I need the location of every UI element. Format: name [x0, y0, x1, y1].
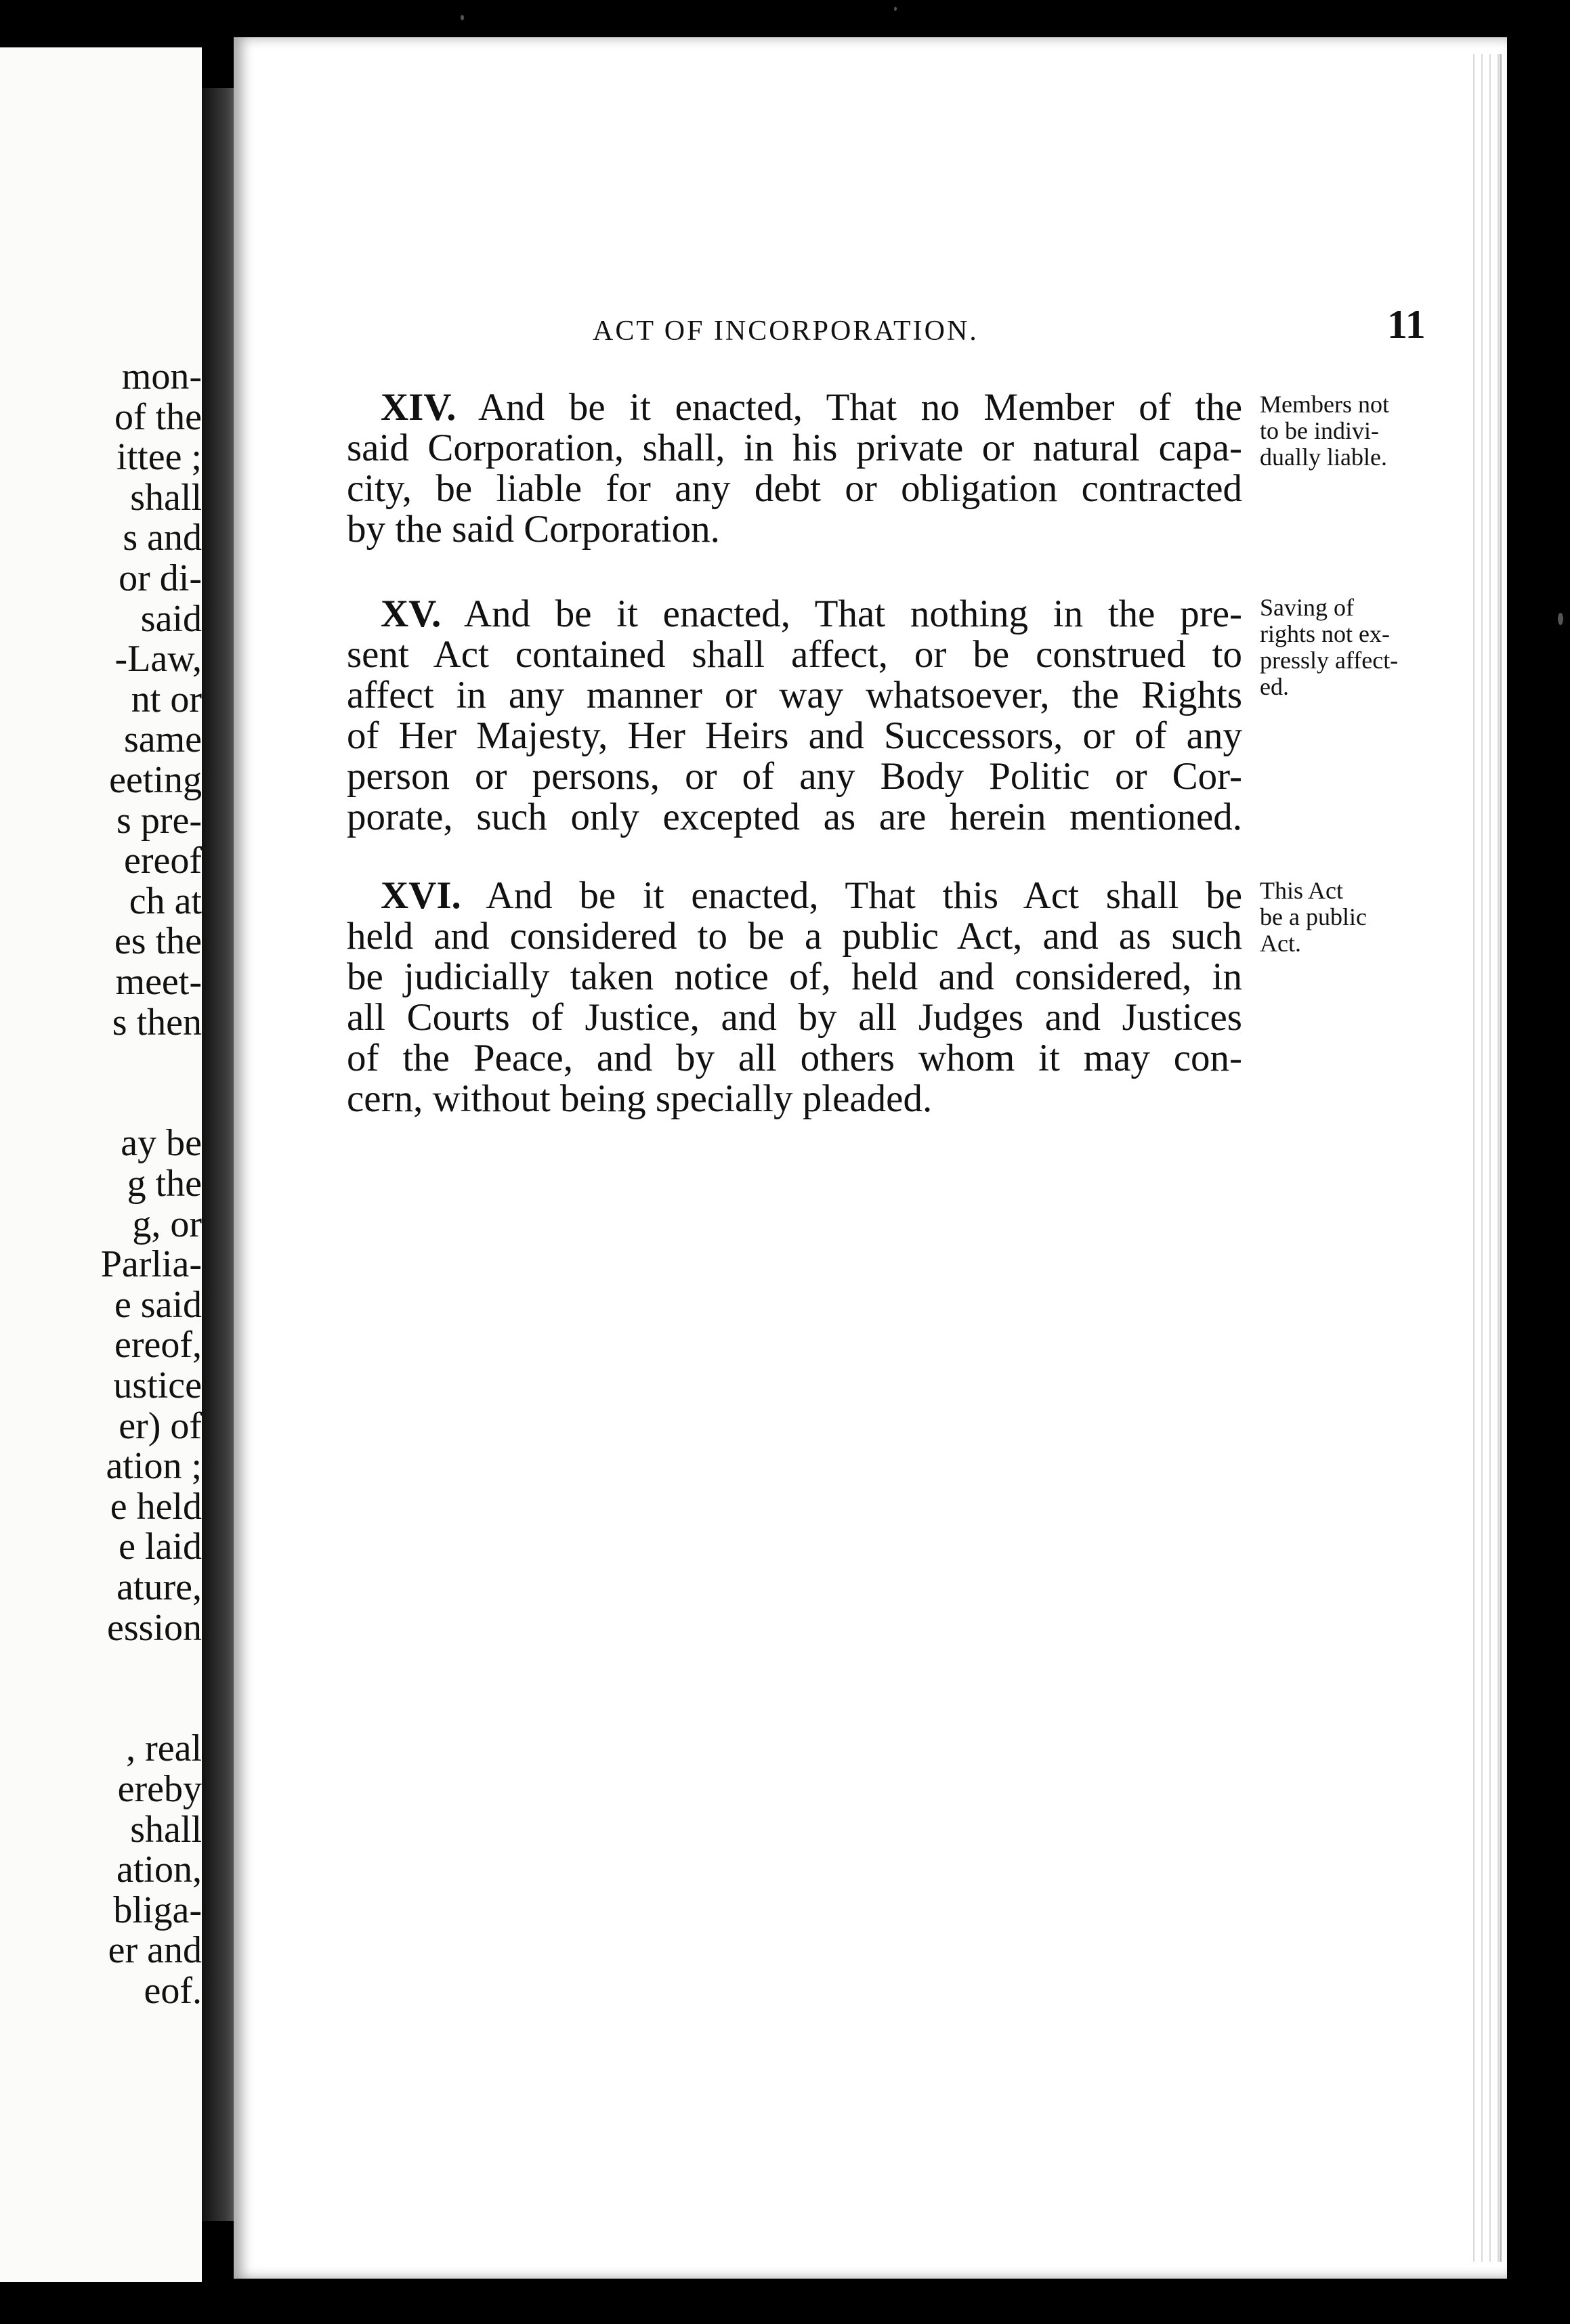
left-page-line: eeting	[109, 759, 202, 801]
section-line: held and considered to be a public Act, and as such	[347, 915, 1242, 957]
section-line: of the Peace, and by all others whom it may con-	[347, 1037, 1242, 1079]
left-page-line: ustice	[113, 1364, 202, 1406]
section-number: XVI.	[381, 874, 461, 917]
left-page-line: s pre-	[116, 799, 202, 842]
left-page-line: -Law,	[114, 638, 202, 681]
left-page-line: said	[140, 597, 202, 640]
running-head: ACT OF INCORPORATION.	[593, 316, 979, 347]
section-line	[347, 387, 1242, 428]
left-page-line: bliga-	[113, 1889, 202, 1931]
page-edge	[1470, 54, 1502, 2262]
left-page-line: shall	[130, 1808, 202, 1851]
sidenote-line: Members not	[1260, 391, 1389, 418]
section-line: person or persons, or of any Body Politic or Cor-	[347, 755, 1242, 798]
scan-speck	[461, 15, 464, 20]
left-page-line: er) of	[119, 1404, 202, 1447]
left-page-line: ereby	[117, 1768, 202, 1810]
left-page-line: g the	[127, 1163, 202, 1205]
left-page-line: shall	[130, 476, 202, 519]
left-page-line: e laid	[119, 1526, 202, 1568]
left-page-line: ereof,	[114, 1324, 202, 1367]
sidenote-public-act	[1260, 878, 1443, 957]
left-page-line: eof.	[144, 1970, 202, 2012]
sidenote-line: to be indivi-	[1260, 417, 1379, 444]
section-line: sent Act contained shall affect, or be construed to	[347, 633, 1242, 676]
left-page-line: e held	[110, 1485, 202, 1528]
section-line: said Corporation, shall, in his private or natural capa-	[347, 427, 1242, 469]
left-page-line: ch at	[129, 880, 202, 922]
section-xv	[347, 594, 1242, 838]
left-page-line: er and	[108, 1929, 202, 1972]
scan-speck	[894, 7, 897, 11]
left-page-line: ession	[107, 1606, 202, 1649]
sidenote-line: ed.	[1260, 673, 1289, 700]
left-page-line: nt or	[131, 678, 202, 720]
section-line: by the said Corporation.	[347, 508, 720, 551]
left-page-line: meet-	[115, 961, 202, 1003]
left-page-line: es the	[114, 920, 202, 963]
left-page-line: ay be	[121, 1122, 202, 1165]
sidenote-line: rights not ex-	[1260, 620, 1390, 647]
section-line: city, be liable for any debt or obligation contracted	[347, 467, 1242, 510]
left-page-line: ereof	[123, 840, 202, 882]
left-page-line: e said	[114, 1283, 202, 1326]
sidenote-members-not-liable	[1260, 391, 1443, 471]
section-line: cern, without being specially pleaded.	[347, 1077, 933, 1120]
section-line: of Her Majesty, Her Heirs and Successors, or of any	[347, 714, 1242, 757]
section-line: porate, such only excepted as are herein mentioned.	[347, 796, 1242, 838]
section-line: be judicially taken notice of, held and considered, in	[347, 955, 1242, 998]
section-line	[347, 594, 1242, 634]
left-page-line: ation,	[116, 1849, 202, 1891]
section-xvi	[347, 876, 1242, 1119]
left-page-line: , real	[126, 1727, 202, 1770]
left-page-line: of the	[114, 395, 202, 438]
main-page	[234, 37, 1507, 2279]
section-line	[347, 876, 1242, 916]
left-page-line: s then	[112, 1001, 202, 1043]
left-page-line: ittee ;	[116, 436, 202, 479]
section-xiv	[347, 387, 1242, 550]
left-page-line: g, or	[132, 1203, 202, 1245]
section-number: XV.	[381, 593, 442, 635]
left-facing-page	[0, 47, 202, 2282]
page-number: 11	[1387, 302, 1426, 347]
sidenote-line: This Act	[1260, 877, 1343, 904]
section-text: And be it enacted, That this Act shall be	[486, 874, 1242, 917]
sidenote-line: dually liable.	[1260, 444, 1387, 471]
left-page-line: ation ;	[106, 1445, 202, 1488]
section-line: all Courts of Justice, and by all Judges and Justices	[347, 996, 1242, 1039]
sidenote-saving-of-rights	[1260, 595, 1443, 700]
left-page-line: mon-	[121, 356, 202, 397]
section-number: XIV.	[381, 386, 457, 429]
sidenote-line: pressly affect-	[1260, 647, 1399, 674]
left-page-line: Parlia-	[100, 1243, 202, 1286]
section-text: And be it enacted, That no Member of the	[478, 386, 1242, 429]
scan-speck	[1558, 613, 1563, 625]
sidenote-line: be a public	[1260, 903, 1367, 930]
left-page-line: s and	[123, 517, 202, 559]
left-page-line: same	[123, 718, 202, 761]
left-page-line: ature,	[116, 1566, 202, 1608]
section-line: affect in any manner or way whatsoever, the Rights	[347, 674, 1242, 716]
left-page-line: or di-	[119, 557, 202, 599]
sidenote-line: Saving of	[1260, 594, 1354, 621]
section-text: And be it enacted, That nothing in the pre-	[463, 593, 1242, 635]
sidenote-line: Act.	[1260, 930, 1301, 957]
